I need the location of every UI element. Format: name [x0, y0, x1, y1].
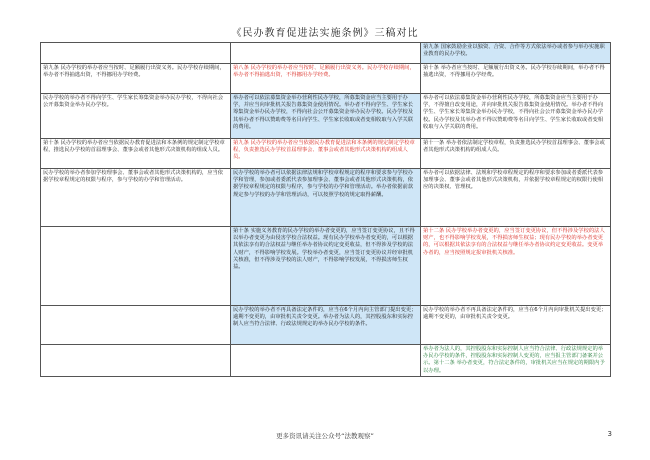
draft-text-cell: [231, 345, 421, 377]
old-text-cell: 第九条 民办学校的举办者应当按时、足额履行出资义务。民办学校存续期间，举办者不得抽逃出资，不得挪用办学经费。: [41, 64, 231, 94]
table-row: [41, 345, 611, 377]
old-text-cell: 民办学校的举办者参加学校理事会、董事会或者其他形式决策机构的，应当依据学校章程规定的权限与程序，参与学校的办学和管理活动。: [41, 169, 231, 227]
final-text-cell: 第九条 国家鼓励企业以独资、合资、合作等方式依法举办或者参与举办实施职业教育的民办学校。: [421, 43, 611, 64]
final-text-cell: 举办者为法人的，其控股股东和实际控制人应当符合法律、行政法规规定的举办民办学校的条件，控股股东和实际控制人变更的，应当报主管部门备案并公示。第十二条 举办者变更，符合法定条件的，审批机关应当在规定的期限内予以办理。: [421, 345, 611, 377]
page-title: 《民办教育促进法实施条例》三稿对比: [231, 28, 419, 39]
old-text-cell: [41, 306, 231, 345]
draft-text-cell: 第八条 民办学校的举办者应当按时、足额履行出资义务。民办学校存续期间，举办者不得抽逃出资，不得挪用办学经费。: [231, 64, 421, 94]
draft-text-cell: 第十条 实施义务教育的民办学校的举办者变更的，应当签订变更协议，且不得以举办者变更为由侵害学校合法权益。现有民办学校举办者变更的，可以根据其依法享有的合法权益与继任举办者协议约定变更收益，但不得涉及学校的法人财产，不得影响学校发展。学校举办者变更，应当签订变更协议并经审批机关核准，但不得涉及学校的法人财产，不得影响学校发展，不得损害师生权益。: [231, 227, 421, 306]
table-row: [41, 64, 611, 94]
final-text-cell: 第十一条 举办者依法制定学校章程，负责推选民办学校首届理事会、董事会或者其他形式决策机构的组成人员。: [421, 139, 611, 169]
draft-text-cell: 第九条 民办学校的举办者应当依据民办教育促进法和本条例的规定制定学校章程，负责推选民办学校首届理事会、董事会或者其他形式决策机构的组成人员。: [231, 139, 421, 169]
comparison-table: [40, 42, 611, 377]
draft-text-cell: [231, 43, 421, 64]
table-row: [41, 43, 611, 64]
final-text-cell: 第十条 举办者应当按时、足额履行出资义务。民办学校存续期间，举办者不得抽逃出资，不得挪用办学经费。: [421, 64, 611, 94]
page-number: 3: [607, 430, 612, 438]
table-row: [41, 169, 611, 227]
table-row: [41, 306, 611, 345]
table-row: [41, 139, 611, 169]
final-text-cell: 举办者可以依法募集资金举办营利性民办学校，所募集资金应当主要用于办学，不得擅自改变用途，并向审批机关报告募集资金使用情况。举办者不得向学生、学生家长筹集资金举办民办学校，不得向社会公开募集资金举办民办学校。民办学校及其举办者不得以赞助费等名目向学生、学生家长收取或者变相收取与入学关联的费用。: [421, 94, 611, 139]
final-text-cell: 民办学校的举办者不再具备法定条件的，应当在6个月内向审批机关提出变更；逾期不变更的，由审批机关责令变更。: [421, 306, 611, 345]
old-text-cell: [41, 345, 231, 377]
draft-text-cell: 举办者可以依法募集资金举办营利性民办学校，所募集资金应当主要用于办学，并应当向审批机关报告募集资金使用情况。举办者不得向学生、学生家长筹集资金举办民办学校，不得向社会公开募集资金举办民办学校。民办学校及其举办者不得以赞助费等名目向学生、学生家长收取或者变相收取与入学关联的费用。: [231, 94, 421, 139]
table-row: [41, 227, 611, 306]
old-text-cell: [41, 43, 231, 64]
final-text-cell: 第十二条 民办学校举办者变更的，应当签订变更协议，但不得涉及学校的法人财产，也不得影响学校发展，不得损害师生权益；现有民办学校的举办者变更的，可以根据其依法享有的合法权益与继任举办者协议约定变更收益。变更举办者的，应当按照规定报审批机关核准。: [421, 227, 611, 306]
final-text-cell: 举办者可以依据法律、法规和学校章程规定的程序和要求参加或者委派代表参加理事会、董事会或者其他形式决策机构，并依据学校章程规定的权限行使相应的决策权、管理权。: [421, 169, 611, 227]
old-text-cell: [41, 227, 231, 306]
table-row: [41, 94, 611, 139]
old-text-cell: 第十条 民办学校的举办者应当依据民办教育促进法和本条例的规定制定学校章程，推选民办学校的首届理事会、董事会或者其他形式决策机构的组成人员。: [41, 139, 231, 169]
old-text-cell: 民办学校的举办者不得向学生、学生家长筹集资金举办民办学校，不得向社会公开募集资金举办民办学校。: [41, 94, 231, 139]
draft-text-cell: 民办学校的举办者不再具备法定条件的，应当在6个月内向主管部门提出变更；逾期不变更的，由审批机关责令变更。举办者为法人的，其控股股东和实际控制人应当符合法律、行政法规规定的举办民办学校的条件。: [231, 306, 421, 345]
draft-text-cell: 民办学校的举办者可以依据法律法规和学校章程规定的程序和要求参与学校办学和管理，参加或者委派代表参加理事会、董事会或者其他形式决策机构，依据学校章程规定的权限与程序，参与学校的办学和管理活动。举办者依据前款规定参与学校的办学和管理活动，可以按照学校的规定取得薪酬。: [231, 169, 421, 227]
footer-note: 更多资讯请关注公众号“法教观察”: [276, 432, 374, 440]
